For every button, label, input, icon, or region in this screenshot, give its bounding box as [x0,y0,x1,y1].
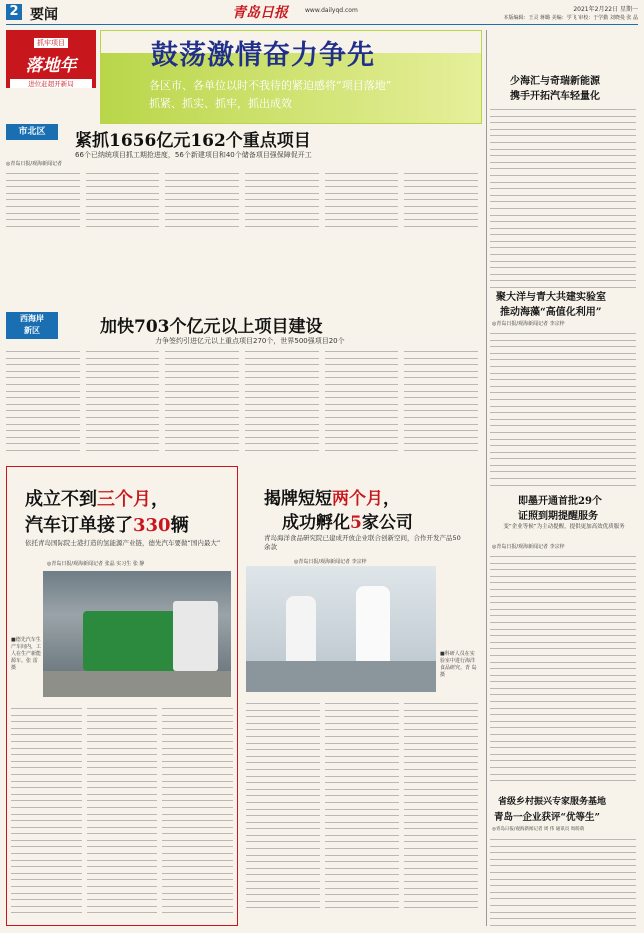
right4-body [490,836,636,928]
right3-headline-2: 证照到期提醒服务 [518,511,598,522]
article3-headline-part-e: 330 [133,515,171,536]
masthead [0,0,644,26]
article4-headline-part-f: 家公司 [361,513,413,533]
right4-headline-2: 青岛一企业获评“优等生” [494,812,600,823]
article4-headline-part-a: 揭牌短短 [264,489,332,509]
banner-subtitle-2: 抓紧、抓实、抓牢，抓出成效 [149,97,292,110]
tag-west-coast-line1: 西海岸 [20,314,44,323]
tag-west-coast-line2: 新区 [24,326,40,335]
badge-line3: 进位赶超开新局 [10,79,92,88]
page-number: 2 [9,4,19,19]
photo-vehicle-cab [173,601,218,671]
article4-subhead: 青岛海洋食品研究院已建成开放企业联合创新空间，合作开发产品50余款 [264,534,461,551]
issue-date: 2021年2月22日 星期一 [573,6,638,13]
header-rule [6,24,638,25]
article3-photo-caption: ■德先汽车生产车间内，工人在生产新能源车。张 雷 摄 [11,637,42,671]
article3-headline-line1 [25,485,169,511]
banner-title: 鼓荡激情奋力争先 [151,40,375,71]
article4-byline: ◎青岛日报/观海新闻记者 李宗梓 [294,559,367,565]
right1-body [490,106,636,291]
article3-box [6,466,238,926]
right3-headline-1: 即墨开通首批29个 [518,496,602,507]
campaign-badge [6,30,96,88]
article2-body [6,348,478,454]
article3-byline: ◎青岛日报/观海新闻记者 张晶 实习生 张 静 [47,561,145,567]
article3-headline-part-d: 汽车订单接了 [25,515,133,536]
lead-banner [100,30,482,124]
right3-subhead: 变“企业等候”为主动提醒，提供更加高效优质服务 [503,524,625,530]
article2-headline: 加快703个亿元以上项目建设 [100,317,323,337]
article1-subhead: 66个已纳统项目抓工期抢进度，56个新建项目和40个储备项目强保障促开工 [75,151,312,159]
right4-byline: ◎青岛日报/观海新闻记者 周 伟 通讯员 周萌萌 [492,827,585,832]
article3-headline-part-f: 辆 [170,515,189,536]
brand-url[interactable]: www.dailyqd.com [305,7,358,14]
right4-headline-1: 省级乡村振兴专家服务基地 [498,797,607,807]
article3-subhead: 依托青岛国际院士港打造的氢能源产业链，德先汽车要做“国内最大” [25,539,221,547]
article4-headline-line1 [264,484,400,509]
right-column [490,30,638,926]
right2-headline-1: 聚大洋与青大共建实验室 [496,292,606,303]
article3-body [11,705,233,919]
article3-headline-line2 [25,511,189,537]
article4-body [246,700,478,918]
article4-headline-part-c: ， [383,489,400,509]
banner-subtitle-1: 各区市、各单位以时不我待的紧迫感将“项目落地” [149,79,392,92]
tag-shibei: 市北区 [6,124,58,140]
photo-lab-bench [246,661,436,692]
brand-name: 青岛日报 [232,5,288,21]
article1-headline: 紧抓1656亿元162个重点项目 [75,131,311,151]
editors-line: 本版编辑：王灵 蒋璐 美编：学飞 审校：于学勤 刘晓曼 张 晶 [503,15,638,21]
badge-line2: 落地年 [25,56,77,76]
article4-photo-caption: ■科研人员在实验室中进行海洋食品研究。青 岛 摄 [440,651,477,678]
article3-headline-part-a: 成立不到 [25,489,97,510]
article3-headline-part-b: 三个月 [97,489,151,510]
article4-headline-part-e: 5 [350,513,362,533]
section-title: 要闻 [30,7,58,23]
right3-body [490,553,636,784]
page-number-badge [6,4,22,20]
right1-headline-2: 携手开拓汽车轻量化 [510,91,600,102]
article3-photo [43,571,231,697]
right2-headline-2: 推动海藻“高值化利用” [500,307,602,318]
article4-photo [246,566,436,692]
article4-headline-part-b: 两个月 [332,489,383,509]
brand-logo [232,2,288,22]
article4-headline-part-d: 成功孵化 [282,513,350,533]
badge-line1: 抓牢项目 [34,38,68,48]
right3-byline: ◎青岛日报/观海新闻记者 李宗梓 [492,544,565,550]
photo-floor [43,671,231,697]
article4-headline-line2 [282,508,413,533]
article2-subhead: 力争签约引进亿元以上重点项目270个，世界500强项目20个 [155,337,345,345]
right2-body [490,330,636,488]
article3-headline-part-c: ， [151,489,169,510]
article1-body [6,170,478,230]
right2-byline: ◎青岛日报/观海新闻记者 李宗梓 [492,321,565,327]
tag-west-coast [6,312,58,339]
right1-headline-1: 少海汇与奇瑞新能源 [510,76,600,87]
article4 [244,466,480,926]
article1-byline: ◎青岛日报/观海新闻记者 [6,161,63,167]
column-divider [486,30,487,926]
